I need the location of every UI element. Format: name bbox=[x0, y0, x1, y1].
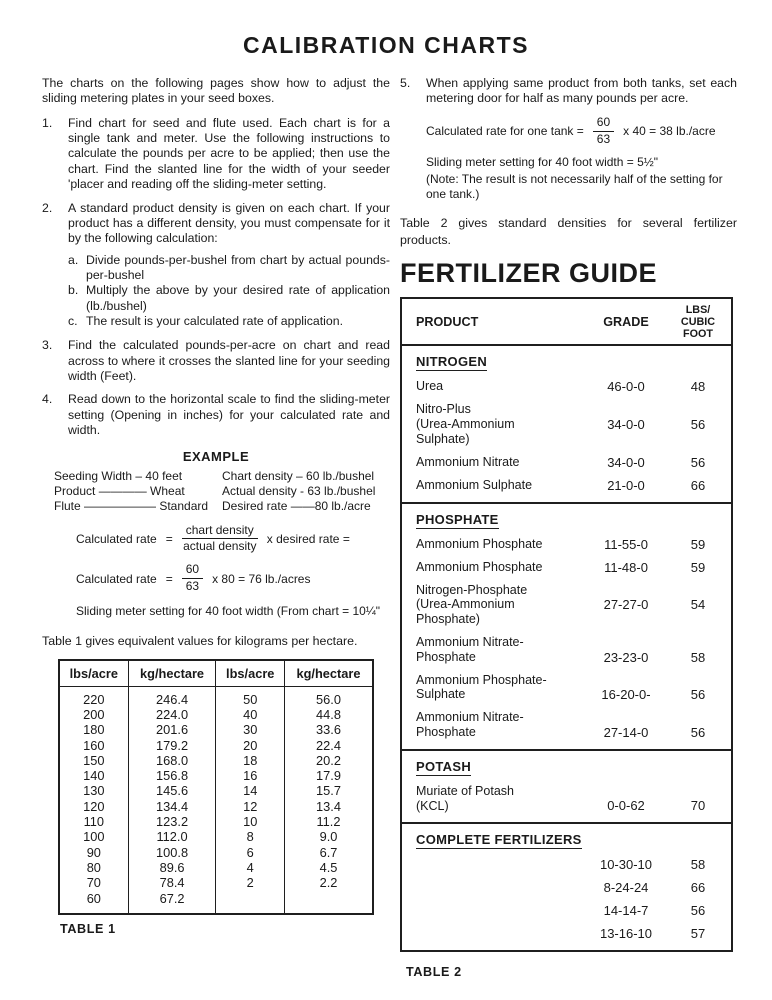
table2-row bbox=[416, 673, 727, 703]
table2-lbs-cell: 58 bbox=[690, 649, 706, 665]
table1-cell: 110 bbox=[59, 814, 128, 829]
table2-grade-cell: 8-24-24 bbox=[603, 880, 649, 896]
table2-lbs-cell: 66 bbox=[690, 477, 706, 493]
table1-cell: 123.2 bbox=[128, 814, 216, 829]
table1-row bbox=[59, 768, 373, 783]
table2-product-line: Urea bbox=[416, 379, 444, 394]
table2-grade-cell: 34-0-0 bbox=[607, 416, 645, 432]
result-note: (Note: The result is not necessarily half of the setting for one tank.) bbox=[426, 171, 723, 202]
table2-product-line: Sulphate) bbox=[416, 431, 470, 446]
table1-cell: 60 bbox=[59, 891, 128, 914]
table2-product-line: Phosphate bbox=[416, 649, 476, 664]
table2-product-line: Sulphate bbox=[416, 687, 466, 702]
fraction-numerator: chart density bbox=[182, 524, 258, 540]
table1-cell: 4.5 bbox=[285, 860, 374, 875]
table2-product-line: Nitrogen-Phosphate bbox=[416, 582, 528, 597]
table1-cell: 2 bbox=[216, 875, 285, 890]
table2-header bbox=[402, 299, 731, 346]
table2-row bbox=[416, 635, 727, 665]
table2-row bbox=[416, 455, 727, 470]
table2-section bbox=[402, 346, 731, 503]
table1-row bbox=[59, 722, 373, 737]
table2-row bbox=[416, 926, 727, 941]
table1-row bbox=[59, 814, 373, 829]
example-line: Product ———— Wheat bbox=[54, 483, 185, 498]
step-number: 1. bbox=[42, 115, 53, 130]
table2-intro: Table 2 gives standard densities for several fertilizer products. bbox=[400, 216, 737, 247]
formula-suffix: x desired rate = bbox=[266, 531, 350, 546]
table2-product-line: Ammonium Nitrate bbox=[416, 454, 520, 469]
right-column bbox=[400, 76, 737, 979]
table2-section-title: POTASH bbox=[416, 758, 472, 774]
table2-label: TABLE 2 bbox=[406, 965, 462, 980]
table1 bbox=[58, 659, 374, 915]
table2-lbs-cell: 56 bbox=[690, 416, 706, 432]
example-line: Actual density - 63 lb./bushel bbox=[222, 483, 376, 498]
table2-product-cell bbox=[416, 673, 583, 703]
table2-lbs-cell: 59 bbox=[690, 536, 706, 552]
table1-cell: 33.6 bbox=[285, 722, 374, 737]
substep-letter: a. bbox=[68, 252, 79, 267]
formula-prefix: Calculated rate for one tank = bbox=[426, 124, 584, 139]
table2-sections bbox=[402, 346, 731, 950]
table1-cell: 10 bbox=[216, 814, 285, 829]
table1-cell: 179.2 bbox=[128, 738, 216, 753]
instruction-step bbox=[42, 392, 390, 438]
table1-body bbox=[59, 686, 373, 914]
table1-row bbox=[59, 860, 373, 875]
substep-text: Multiply the above by your desired rate of application (lb./bushel) bbox=[86, 283, 390, 313]
table2-grade-cell: 11-48-0 bbox=[604, 559, 648, 575]
formula-suffix: x 80 = 76 lb./acres bbox=[212, 571, 311, 586]
table1-cell: 145.6 bbox=[128, 783, 216, 798]
instruction-list bbox=[42, 116, 390, 439]
step-number: 2. bbox=[42, 200, 53, 215]
table1-row bbox=[59, 799, 373, 814]
intro-paragraph: The charts on the following pages show how to adjust the sliding metering plates in your seed boxes. bbox=[42, 76, 390, 106]
table2-lbs-cell: 56 bbox=[690, 724, 706, 740]
table1-cell: 100 bbox=[59, 829, 128, 844]
table1-cell: 20 bbox=[216, 738, 285, 753]
table1-cell: 40 bbox=[216, 707, 285, 722]
table1-cell: 4 bbox=[216, 860, 285, 875]
table2-grade-cell: 14-14-7 bbox=[603, 903, 649, 919]
table1-cell: 134.4 bbox=[128, 799, 216, 814]
formula-one-tank bbox=[426, 116, 737, 147]
table2-section-header bbox=[416, 511, 727, 529]
table1-row bbox=[59, 686, 373, 707]
table1-cell: 89.6 bbox=[128, 860, 216, 875]
table1-cell: 180 bbox=[59, 722, 128, 737]
table1-cell: 16 bbox=[216, 768, 285, 783]
table2-row bbox=[416, 710, 727, 740]
table2-row bbox=[416, 560, 727, 575]
table2-product-cell bbox=[416, 635, 583, 665]
table2-grade-cell: 16-20-0- bbox=[601, 687, 651, 703]
table2-grade-cell: 10-30-10 bbox=[599, 857, 653, 873]
table1-row bbox=[59, 875, 373, 890]
table2-row bbox=[416, 537, 727, 552]
table2-grade-cell: 23-23-0 bbox=[603, 649, 649, 665]
table1-cell: 67.2 bbox=[128, 891, 216, 914]
instruction-substep bbox=[68, 283, 390, 314]
fraction bbox=[182, 524, 258, 555]
table2-lbs-cell: 57 bbox=[690, 926, 706, 942]
table2-grade-cell: 11-55-0 bbox=[604, 536, 648, 552]
table1-cell: 80 bbox=[59, 860, 128, 875]
table2-row bbox=[416, 784, 727, 814]
table2-product-line: (Urea-Ammonium bbox=[416, 417, 515, 432]
table2-product-line: Ammonium Phosphate bbox=[416, 559, 543, 574]
fraction bbox=[182, 563, 203, 594]
table1-cell: 9.0 bbox=[285, 829, 374, 844]
table1-cell bbox=[216, 891, 285, 914]
table2-section bbox=[402, 751, 731, 825]
table1-row bbox=[59, 707, 373, 722]
table2-row bbox=[416, 880, 727, 895]
table1-row bbox=[59, 829, 373, 844]
table1-cell: 200 bbox=[59, 707, 128, 722]
table2-lbs-cell: 58 bbox=[690, 857, 706, 873]
table2-section-title: COMPLETE FERTILIZERS bbox=[416, 832, 582, 848]
substep-letter: c. bbox=[68, 314, 78, 329]
formula-prefix: Calculated rate bbox=[76, 571, 157, 586]
table2-row bbox=[416, 903, 727, 918]
table1-cell: 6 bbox=[216, 845, 285, 860]
table1-cell: 13.4 bbox=[285, 799, 374, 814]
table2-lbs-cell: 56 bbox=[690, 454, 706, 470]
table1-cell: 224.0 bbox=[128, 707, 216, 722]
substep-text: Divide pounds-per-bushel from chart by actual pounds-per-bushel bbox=[86, 252, 390, 282]
table1-header-cell: lbs/acre bbox=[216, 660, 285, 687]
meter-setting-note: Sliding meter setting for 40 foot width = 5½" bbox=[426, 155, 659, 170]
table2-lbs-cell: 70 bbox=[690, 798, 706, 814]
table2-product-cell bbox=[416, 784, 583, 814]
table2-row bbox=[416, 402, 727, 446]
table2-product-line: (KCL) bbox=[416, 798, 449, 813]
table2-row bbox=[416, 857, 727, 872]
table2-product-line: Ammonium Nitrate- bbox=[416, 710, 524, 725]
table1-cell: 12 bbox=[216, 799, 285, 814]
step-text: Find chart for seed and flute used. Each chart is for a single tank and meter. Use the following instructions to calculate the pounds per acre to be applied; then use the chart. Find the slanted line for the width of your seeder 'placer and reading off the sliding-meter setting. bbox=[68, 115, 390, 192]
table1-row bbox=[59, 738, 373, 753]
table1-caption: Table 1 gives equivalent values for kilograms per hectare. bbox=[42, 633, 358, 648]
table1-cell: 15.7 bbox=[285, 783, 374, 798]
example-columns bbox=[54, 469, 390, 515]
example-left-lines bbox=[54, 469, 222, 515]
table2-row bbox=[416, 379, 727, 394]
example-right-lines bbox=[222, 469, 390, 515]
substep-letter: b. bbox=[68, 283, 79, 298]
table2-product-line: Ammonium Phosphate- bbox=[416, 672, 547, 687]
table2-lbs-cell: 48 bbox=[690, 379, 706, 395]
table2-header-lbs-line: CUBIC bbox=[680, 316, 716, 329]
table1-cell: 90 bbox=[59, 845, 128, 860]
substep-text: The result is your calculated rate of application. bbox=[86, 314, 344, 329]
table1-cell: 130 bbox=[59, 783, 128, 798]
table2-lbs-cell: 56 bbox=[690, 903, 706, 919]
table2-grade-cell: 46-0-0 bbox=[607, 379, 645, 395]
table1-cell: 14 bbox=[216, 783, 285, 798]
table2-section-header bbox=[416, 758, 727, 776]
table2-product-line: Ammonium Phosphate bbox=[416, 536, 543, 551]
table1-cell: 201.6 bbox=[128, 722, 216, 737]
instruction-substep bbox=[68, 314, 390, 329]
table2-product-line: Muriate of Potash bbox=[416, 783, 514, 798]
step-text: When applying same product from both tanks, set each metering door for half as many pounds per acre. bbox=[426, 76, 737, 106]
table1-cell: 168.0 bbox=[128, 753, 216, 768]
table2-lbs-cell: 66 bbox=[690, 880, 706, 896]
table1-cell: 100.8 bbox=[128, 845, 216, 860]
table2-section-title: NITROGEN bbox=[416, 354, 488, 370]
step-text: Find the calculated pounds-per-acre on chart and read across to where it crosses the slanted line for your seeding width (Feet). bbox=[68, 338, 390, 384]
table2-section-header bbox=[416, 831, 727, 849]
fertilizer-guide-title: FERTILIZER GUIDE bbox=[400, 257, 657, 288]
fraction-denominator: 63 bbox=[596, 131, 611, 146]
page-title: CALIBRATION CHARTS bbox=[243, 32, 529, 58]
instruction-step-5 bbox=[400, 76, 737, 107]
table1-row bbox=[59, 845, 373, 860]
formula-suffix: x 40 = 38 lb./acre bbox=[623, 124, 716, 139]
table2-header-lbs-line: FOOT bbox=[683, 328, 713, 341]
table1-head bbox=[59, 660, 373, 687]
table2-header-product: PRODUCT bbox=[416, 315, 479, 330]
table2-row bbox=[416, 478, 727, 493]
table2-lbs-cell: 56 bbox=[690, 687, 706, 703]
equals-sign: = bbox=[165, 571, 173, 586]
table1-cell: 18 bbox=[216, 753, 285, 768]
example-line: Seeding Width – 40 feet bbox=[54, 468, 183, 483]
formula-calculated-rate-general bbox=[76, 524, 390, 555]
example-line: Chart density – 60 lb./bushel bbox=[222, 468, 375, 483]
table1-cell: 2.2 bbox=[285, 875, 374, 890]
fraction-denominator: actual density bbox=[183, 539, 257, 554]
table2-grade-cell: 34-0-0 bbox=[607, 454, 645, 470]
table1-cell: 17.9 bbox=[285, 768, 374, 783]
table2-product-cell bbox=[416, 710, 583, 740]
table2-product-cell bbox=[416, 537, 583, 552]
table2-section bbox=[402, 824, 731, 950]
instruction-substep bbox=[68, 253, 390, 284]
step-number: 5. bbox=[400, 76, 411, 90]
table2-header-grade: GRADE bbox=[603, 315, 649, 330]
table1-label: TABLE 1 bbox=[60, 921, 116, 936]
instruction-step bbox=[42, 116, 390, 193]
table1-cell: 6.7 bbox=[285, 845, 374, 860]
table1-cell: 140 bbox=[59, 768, 128, 783]
table1-cell: 20.2 bbox=[285, 753, 374, 768]
table1-row bbox=[59, 891, 373, 914]
table1-cell: 22.4 bbox=[285, 738, 374, 753]
table1-cell: 156.8 bbox=[128, 768, 216, 783]
table2-product-line: Ammonium Nitrate- bbox=[416, 635, 524, 649]
fraction-numerator: 60 bbox=[593, 116, 614, 132]
table1-cell: 50 bbox=[216, 686, 285, 707]
table2-section bbox=[402, 504, 731, 751]
table2 bbox=[400, 297, 733, 952]
step-number: 3. bbox=[42, 338, 53, 353]
table1-row bbox=[59, 783, 373, 798]
example-line: Flute —————— Standard bbox=[54, 499, 209, 514]
table2-product-cell bbox=[416, 478, 583, 493]
table2-product-cell bbox=[416, 455, 583, 470]
table2-product-cell bbox=[416, 402, 583, 446]
table2-grade-cell: 27-14-0 bbox=[603, 724, 649, 740]
table2-header-lbs-line: LBS/ bbox=[685, 303, 711, 316]
table2-lbs-cell: 59 bbox=[690, 559, 706, 575]
instruction-step bbox=[42, 338, 390, 384]
left-column bbox=[42, 76, 390, 936]
table1-cell: 30 bbox=[216, 722, 285, 737]
formula-calculated-rate-numeric bbox=[76, 563, 390, 594]
fraction bbox=[593, 116, 614, 147]
table2-grade-cell: 13-16-10 bbox=[599, 926, 653, 942]
table2-section-title: PHOSPHATE bbox=[416, 511, 499, 527]
table1-cell: 56.0 bbox=[285, 686, 374, 707]
sliding-meter-note: Sliding meter setting for 40 foot width (From chart = 10¼" bbox=[76, 603, 381, 618]
substep-list bbox=[68, 253, 390, 330]
table1-cell: 8 bbox=[216, 829, 285, 844]
table2-product-line: Nitro-Plus bbox=[416, 402, 471, 417]
step-number: 4. bbox=[42, 392, 53, 407]
step-text: Read down to the horizontal scale to find the sliding-meter setting (Opening in inches) for your calculated rate and width. bbox=[68, 392, 390, 438]
instruction-step bbox=[42, 201, 390, 247]
example-line: Desired rate ——80 lb./acre bbox=[222, 499, 371, 514]
table1-header-cell: kg/hectare bbox=[285, 660, 374, 687]
table1-cell: 11.2 bbox=[285, 814, 374, 829]
table1-header-cell: kg/hectare bbox=[128, 660, 216, 687]
table1-cell: 112.0 bbox=[128, 829, 216, 844]
table2-product-cell bbox=[416, 560, 583, 575]
table2-section-header bbox=[416, 353, 727, 371]
table2-row bbox=[416, 583, 727, 627]
table1-cell: 120 bbox=[59, 799, 128, 814]
table1-cell: 160 bbox=[59, 738, 128, 753]
table2-product-line: Phosphate bbox=[416, 724, 476, 739]
table2-header-lbs bbox=[669, 304, 727, 340]
table2-product-line: Phosphate) bbox=[416, 612, 480, 627]
table1-row bbox=[59, 753, 373, 768]
table2-grade-cell: 0-0-62 bbox=[607, 798, 645, 814]
table2-grade-cell: 27-27-0 bbox=[603, 597, 649, 613]
table2-product-cell bbox=[416, 379, 583, 394]
formula-prefix: Calculated rate bbox=[76, 531, 157, 546]
fraction-numerator: 60 bbox=[182, 563, 203, 579]
table2-product-cell bbox=[416, 583, 583, 627]
table1-header-row bbox=[59, 660, 373, 687]
equals-sign: = bbox=[165, 531, 173, 546]
table1-cell: 70 bbox=[59, 875, 128, 890]
table2-grade-cell: 21-0-0 bbox=[607, 477, 645, 493]
example-heading: EXAMPLE bbox=[182, 448, 250, 464]
table1-cell: 44.8 bbox=[285, 707, 374, 722]
table1-header-cell: lbs/acre bbox=[59, 660, 128, 687]
table1-cell: 78.4 bbox=[128, 875, 216, 890]
table1-cell bbox=[285, 891, 374, 914]
table1-cell: 150 bbox=[59, 753, 128, 768]
table2-lbs-cell: 54 bbox=[690, 597, 706, 613]
table2-product-line: (Urea-Ammonium bbox=[416, 597, 515, 612]
fraction-denominator: 63 bbox=[185, 579, 200, 594]
table1-cell: 220 bbox=[59, 686, 128, 707]
step-text: A standard product density is given on each chart. If your product has a different density, you must compensate for it by the following calculation: bbox=[68, 200, 390, 246]
table1-cell: 246.4 bbox=[128, 686, 216, 707]
table2-product-line: Ammonium Sulphate bbox=[416, 477, 533, 492]
